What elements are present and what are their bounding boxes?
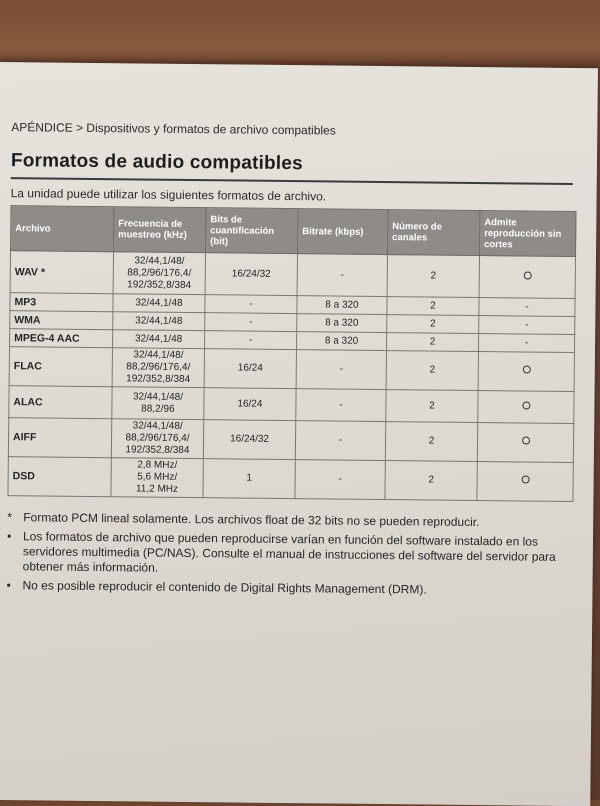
section-title: Formatos de audio compatibles — [10, 150, 303, 175]
cell-bitrate: - — [296, 350, 386, 390]
cell-canales: 2 — [387, 315, 479, 334]
cell-archivo: ALAC — [9, 386, 112, 419]
cell-bitrate: - — [297, 254, 387, 297]
note-text: Formato PCM lineal solamente. Los archivos float de 32 bits no se pueden reproducir. — [23, 510, 480, 530]
table-row — [8, 418, 573, 463]
note-text: No es posible reproducir el contenido de Digital Rights Management (DRM). — [22, 578, 427, 597]
breadcrumb: APÉNDICE > Dispositivos y formatos de archivo compatibles — [11, 120, 336, 138]
cell-bits: - — [205, 331, 297, 350]
header-bitrate: Bitrate (kbps) — [298, 209, 388, 255]
cell-archivo: FLAC — [9, 347, 112, 387]
header-frecuencia: Frecuencia de muestreo (kHz) — [114, 207, 206, 253]
cell-archivo: AIFF — [8, 418, 111, 458]
cell-frecuencia — [111, 419, 203, 459]
cell-frecuencia — [112, 387, 204, 420]
cell-sin-cortes — [477, 423, 573, 463]
table-body — [8, 251, 576, 502]
note-item — [7, 510, 577, 531]
cell-frecuencia — [113, 252, 205, 295]
frecuencia-line: 88,2/96 — [141, 402, 175, 415]
note-text: Los formatos de archivo que pueden reproducirse varían en función del software instalado en los servidores multimedia (PC/NAS). Consulte el manual de instrucciones del software del servidor para obtener más información. — [22, 529, 556, 575]
cell-sin-cortes: - — [479, 298, 575, 317]
frecuencia-line: 88,2/96/176,4/ — [127, 266, 192, 279]
cell-sin-cortes: - — [479, 316, 575, 335]
cell-bitrate: 8 a 320 — [297, 332, 387, 351]
frecuencia-line: 5,6 MHz/ — [137, 471, 178, 483]
cell-archivo: WAV * — [10, 251, 113, 294]
frecuencia-line: 88,2/96/176,4/ — [126, 361, 191, 374]
title-divider — [11, 177, 573, 185]
cell-bits: 1 — [203, 459, 295, 499]
cell-canales: 2 — [385, 461, 477, 501]
cell-sin-cortes — [478, 391, 574, 424]
frecuencia-line: 11,2 MHz — [135, 483, 179, 495]
cell-frecuencia — [112, 348, 204, 388]
cell-bits: - — [205, 313, 297, 332]
cell-bits: 16/24/32 — [203, 420, 295, 460]
frecuencia-line: 32/44,1/48 — [135, 314, 183, 327]
manual-page — [0, 62, 598, 806]
frecuencia-line: 32/44,1/48 — [134, 332, 183, 345]
cell-bits: - — [205, 295, 297, 314]
audio-formats-table — [7, 205, 576, 502]
cell-bits: 16/24 — [204, 388, 296, 421]
supported-circle-icon — [522, 436, 530, 444]
cell-sin-cortes — [478, 352, 574, 392]
cell-canales: 2 — [385, 422, 477, 462]
cell-archivo: MP3 — [10, 293, 113, 312]
cell-archivo: DSD — [8, 457, 111, 497]
table-row — [10, 251, 575, 299]
frecuencia-line: 32/44,1/48 — [135, 296, 183, 309]
cell-canales: 2 — [386, 390, 478, 423]
frecuencia-line: 192/352,8/384 — [125, 444, 190, 457]
supported-circle-icon — [522, 365, 530, 373]
frecuencia-line: 32/44,1/48/ — [134, 254, 185, 267]
footnotes — [6, 510, 577, 603]
cell-canales: 2 — [386, 333, 478, 352]
cell-frecuencia — [113, 312, 205, 331]
frecuencia-line: 192/352,8/384 — [127, 278, 192, 291]
cell-frecuencia — [113, 294, 205, 313]
note-item — [6, 578, 576, 599]
supported-circle-icon — [521, 475, 529, 483]
note-marker: • — [6, 578, 11, 593]
table-row — [8, 457, 573, 502]
frecuencia-line: 88,2/96/176,4/ — [125, 432, 190, 445]
header-sin-cortes: Admite reproducción sin cortes — [479, 211, 575, 257]
cell-bits: 16/24/32 — [205, 253, 297, 296]
supported-circle-icon — [522, 401, 530, 409]
frecuencia-line: 32/44,1/48/ — [132, 420, 183, 432]
cell-bits: 16/24 — [204, 349, 296, 389]
cell-frecuencia — [111, 458, 203, 498]
header-canales: Número de canales — [388, 210, 480, 256]
cell-archivo: MPEG-4 AAC — [10, 329, 113, 348]
note-marker: • — [6, 529, 12, 544]
frecuencia-line: 192/352,8/384 — [126, 373, 191, 386]
cell-bitrate: 8 a 320 — [297, 296, 387, 315]
header-archivo: Archivo — [11, 206, 114, 252]
cell-canales: 2 — [387, 255, 479, 298]
frecuencia-line: 2,8 MHz/ — [137, 459, 178, 471]
note-item — [7, 529, 577, 580]
note-marker: * — [7, 510, 12, 525]
header-bits: Bits de cuantificación (bit) — [206, 208, 298, 254]
cell-bitrate: - — [295, 421, 385, 461]
cell-canales: 2 — [387, 297, 479, 316]
cell-frecuencia — [113, 330, 205, 349]
cell-bitrate: 8 a 320 — [297, 314, 387, 333]
supported-circle-icon — [523, 271, 531, 279]
cell-bitrate: - — [295, 460, 385, 500]
cell-sin-cortes — [477, 462, 573, 502]
cell-bitrate: - — [296, 389, 386, 422]
cell-sin-cortes — [479, 256, 575, 299]
table-header-row — [11, 206, 576, 257]
frecuencia-line: 32/44,1/48/ — [132, 390, 184, 403]
frecuencia-line: 32/44,1/48/ — [133, 349, 184, 361]
cell-archivo: WMA — [10, 311, 113, 330]
table-row — [9, 347, 574, 392]
cell-canales: 2 — [386, 351, 478, 391]
intro-text: La unidad puede utilizar los siguientes formatos de archivo. — [10, 186, 327, 204]
cell-sin-cortes: - — [478, 334, 574, 353]
